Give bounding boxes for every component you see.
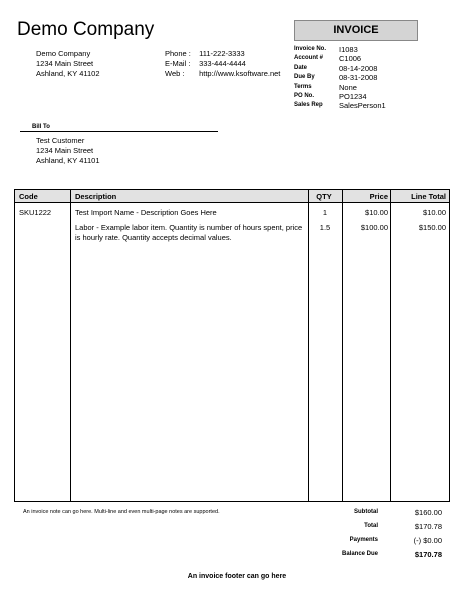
contact-label: Web : <box>165 69 185 78</box>
contact-phone <box>165 49 280 59</box>
cell-qty: 1 <box>322 208 328 217</box>
invoice-note: An invoice note can go here. Multi-line and even multi-page notes are supported. <box>23 509 220 515</box>
meta-value: C1006 <box>339 54 362 64</box>
total-value: $170.78 <box>414 521 442 531</box>
meta-value: 08-31-2008 <box>339 73 378 83</box>
meta-row <box>294 45 386 54</box>
bill-to-line: Test Customer <box>36 136 85 145</box>
meta-label: Due By <box>294 74 315 81</box>
contact-label: E-Mail : <box>165 59 191 68</box>
table-header <box>15 190 449 203</box>
meta-label: Date <box>294 64 308 71</box>
header-qty: QTY <box>316 192 332 201</box>
contact-label: Phone : <box>165 49 191 58</box>
column-divider <box>390 190 391 501</box>
company-address <box>36 49 100 79</box>
header-description: Description <box>75 192 117 201</box>
total-row <box>320 519 442 533</box>
meta-row <box>294 64 386 73</box>
meta-row <box>294 92 386 101</box>
company-contact <box>165 49 280 79</box>
meta-label: Invoice No. <box>294 46 327 52</box>
meta-label: Terms <box>294 83 312 90</box>
bill-to-address <box>36 136 100 166</box>
cell-qty: 1.5 <box>319 223 331 232</box>
company-name: Demo Company <box>17 19 155 40</box>
header-price: Price <box>369 192 388 201</box>
cell-description: Test Import Name - Description Goes Here <box>75 208 217 217</box>
meta-value: SalesPerson1 <box>339 101 386 111</box>
meta-value: PO1234 <box>339 92 367 102</box>
cell-code: SKU1222 <box>19 208 52 217</box>
column-divider <box>308 190 309 501</box>
meta-row <box>294 54 386 63</box>
contact-value: 333-444-4444 <box>199 59 246 68</box>
totals-block <box>320 505 442 561</box>
contact-email <box>165 59 280 69</box>
payments-value: (-) $0.00 <box>413 535 442 545</box>
contact-web <box>165 69 280 79</box>
meta-value: I1083 <box>339 45 358 54</box>
column-divider <box>70 190 71 501</box>
bill-to-line: 1234 Main Street <box>36 146 94 155</box>
payments-row <box>320 533 442 547</box>
bill-to-divider <box>20 131 218 132</box>
line-items-table <box>14 189 450 502</box>
cell-price: $10.00 <box>365 208 388 217</box>
meta-row <box>294 83 386 92</box>
balance-due-row <box>320 547 442 561</box>
cell-line-total: $10.00 <box>423 208 446 217</box>
balance-due-label: Balance Due <box>341 551 378 557</box>
meta-value: None <box>339 82 357 92</box>
meta-row <box>294 101 386 110</box>
header-code: Code <box>19 192 38 201</box>
payments-label: Payments <box>349 537 378 543</box>
invoice-title: INVOICE <box>294 20 418 41</box>
header-line-total: Line Total <box>411 192 446 201</box>
address-line: Ashland, KY 41102 <box>36 69 100 78</box>
cell-price: $100.00 <box>360 223 388 232</box>
contact-value: http://www.ksoftware.net <box>199 69 281 78</box>
meta-label: PO No. <box>294 93 315 100</box>
invoice-meta <box>294 45 386 111</box>
subtotal-value: $160.00 <box>414 507 442 517</box>
subtotal-label: Subtotal <box>354 509 378 515</box>
bill-to-label: Bill To <box>32 124 50 130</box>
address-line: Demo Company <box>36 49 91 58</box>
bill-to-line: Ashland, KY 41101 <box>36 156 100 165</box>
meta-value: 08-14-2008 <box>339 63 378 73</box>
column-divider <box>342 190 343 501</box>
total-label: Total <box>364 523 378 529</box>
meta-row <box>294 73 386 82</box>
meta-label: Account # <box>294 55 324 62</box>
contact-value: 111-222-3333 <box>199 49 245 58</box>
invoice-footer: An invoice footer can go here <box>187 573 287 580</box>
balance-due-value: $170.78 <box>414 549 442 559</box>
cell-line-total: $150.00 <box>418 223 446 232</box>
cell-description: Labor - Example labor item. Quantity is number of hours spent, price is hourly rate. Quantity accepts decimal values. <box>75 223 303 242</box>
meta-label: Sales Rep <box>294 102 323 109</box>
subtotal-row <box>320 505 442 519</box>
address-line: 1234 Main Street <box>36 59 94 68</box>
